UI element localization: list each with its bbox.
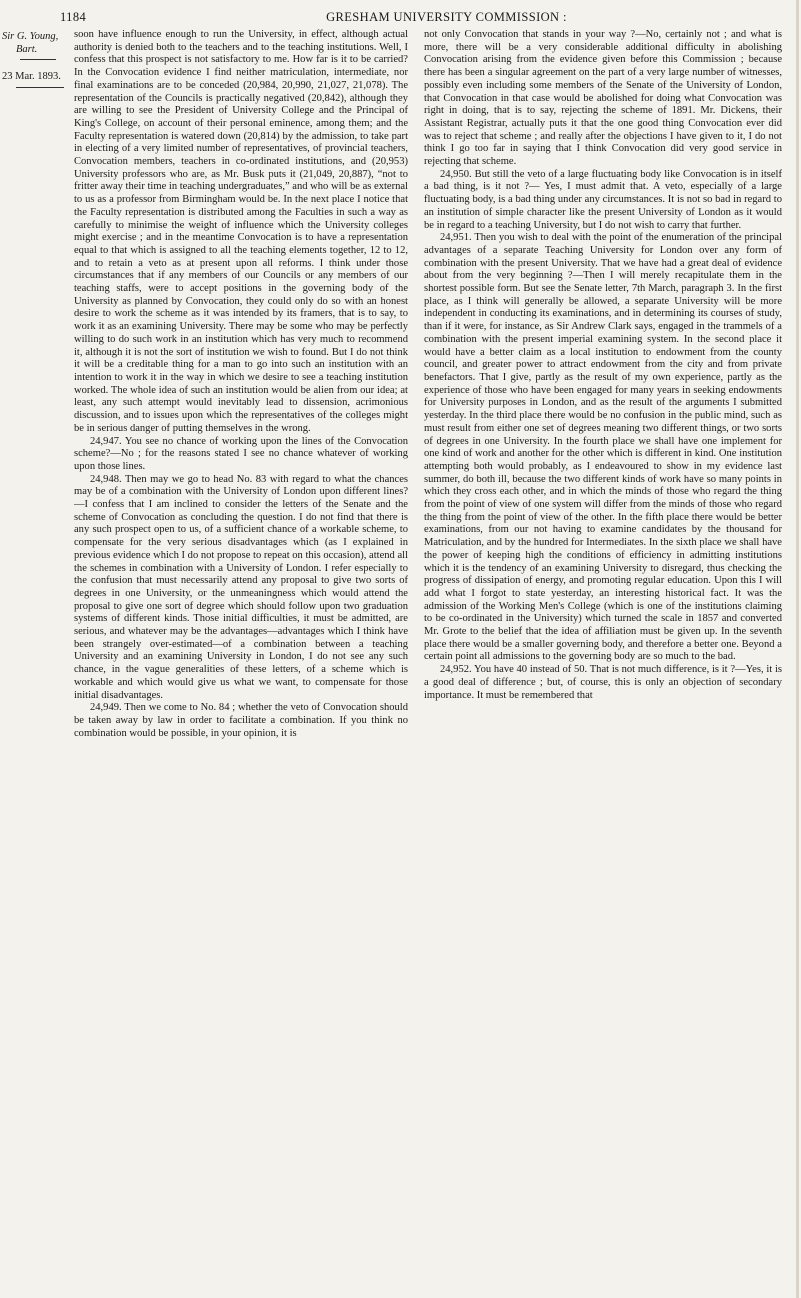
paragraph: 24,948. Then may we go to head No. 83 with regard to what the chances may be of a combination with the University of London upon different lines? —I confess that I am inclined to consider the letters of the Senate and the scheme of Convocation as concluding the question. I do not find that there is any such prospect open to us, of a sufficient chance of a workable scheme, to compensate for the very serious disadvantages which (as I explained in previous evidence which I do not propose to repeat on this occasion), attend all the schemes in combination with a University of London. I refer especially to the confusion that must necessarily attend any proposal to give two sorts of degrees in one University, or the unmeaningness which would attend the proposal to give one sort of degree which should follow upon two graduation systems of different kinds. Those initial difficulties, it must be admitted, are serious, and whatever may be the advantages—advantages which I think have been strangely over-estimated—of a combination between a teaching University and an examining University in London, I do not see any such chance, in the vague generalities of these letters, of a scheme which is workable and which would give us what we want, to compensate for those initial disadvantages. (74, 473, 408, 701)
paragraph: soon have influence enough to run the University, in effect, although actual authority is denied both to the teachers and to the teaching institutions. Well, I confess that this prospect is not satisfactory to me. How far is it to be carried? In the Convocation evidence I find neither matriculation, intermediate, nor final examinations are to be conceded (20,984, 20,990, 21,027, 21,078). The representation of the Councils is practically negatived (20,842), although they are willing to see the President of University College and the Principal of King's College, on account of their personal eminence, among them; and the Faculty representation is watered down (20,814) by the admission, to take part in electing of a very limited number of representatives, of provincial teachers, Convocation members, teachers in co-ordinated institutions, and (20,953) University professors who are, as Mr. Busk puts it (21,049, 20,887), “not to fritter away their time in teaching undergraduates,” and who will be as external to us as a professor from Birmingham would be. In the next place I notice that the Faculty representation is distributed among the Faculties in such a way as carefully to minimise the weight of influence which the University colleges might exercise ; and in the meantime Convocation is to have a representation equal to that which is assigned to all the teaching elements together, 12 to 12, and to retain a veto as at present upon all reforms. I think under those circumstances that if any members of our Councils or any members of our teaching staffs, were to accept positions in the governing body of the University as planned by Convocation, they could only do so with an honest desire to work the scheme as it was intended by its framers, that is to say, to work it as an examining University. There may be some who may be perfectly willing to do such work in an institution which has very much to recommend it, although it is not the sort of institution we wish to found. But I do not think it will be a creditable thing for a man to go into such an institution with an intention to work it in the way in which we desire to see a teaching institution worked. The whole idea of such an institution would be alien from our idea; at least, any such attempt would inevitably lead to dissension, acrimonious discussion, and to issues upon which the representatives of the colleges might be in serious danger of putting themselves in the wrong. (74, 29, 408, 434)
paragraph: not only Convocation that stands in your way ?—No, certainly not ; and what is more, there will be a very considerable additional difficulty in abolishing Convocation arising from the evidence given before this Commission ; because there has been a singular agreement on the part of a very large number of witnesses, possibly even including some members of the Senate of the University of London, that Convocation in that case would be abolished for doing what Convocation was right in doing, that is to say, rejecting the scheme of 1891. Mr. Dickens, their Assistant Registrar, actually puts it that the one good thing Convocation ever did was to reject that scheme ; and really after the objections I have given to it, I do not think I go too far in saying that I think Convocation did very good service in rejecting that scheme. (424, 29, 782, 168)
page-edge (796, 0, 799, 1298)
paragraph: 24,947. You see no chance of working upon the lines of the Convocation scheme?—No ; for the reasons stated I see no chance whatever of working upon those lines. (74, 435, 408, 472)
paragraph: 24,952. You have 40 instead of 50. That is not much difference, is it ?—Yes, it is a good deal of difference ; but, of course, this is only an objection of secondary importance. It must be remembered that (424, 664, 782, 701)
witness-title: Bart. (16, 44, 38, 55)
right-column (424, 29, 782, 1290)
running-title: GRESHAM UNIVERSITY COMMISSION : (326, 10, 567, 24)
paragraph: 24,951. Then you wish to deal with the point of the enumeration of the principal advantages of a separate Teaching University for London over any form of combination with the present University. That we have had a great deal of evidence about from the very beginning ?—Then I will merely recapitulate them in the shortest possible form. But see the Senate letter, 7th March, paragraph 3. In the first place, as I think will generally be allowed, a separate University will be more independent in conducting its examinations, and in determining its courses of study, than if it were, for instance, as Sir Andrew Clark says, engaged in the trammels of a combination with the present imperial examining system. In the second place it would have a better claim as a local institution to endowment from the county council, and greater power to attract endowment from the city and from private benefactors. That I give, partly as the result of my own experience, partly as the experience of those who have been engaged for many years in seeking endowments for University purposes in London, and as the result of the arguments I submitted yesterday. In the third place there would be no confusion in the public mind, such as must result from either one set of degrees meaning two different things, or two sorts of degrees in one University. In the fourth place we shall have one implement for one kind of work and another for the other which is different in kind. One institution attempting both would probably, as I endeavoured to show in my evidence last summer, do both ill, because the two different kinds of work have so many points in which they cross each other, and in which the minds of those who regard the thing from the point of view of one system will differ from the minds of those who regard the thing from the point of view of the other. In the fifth place there would be better examinations, from our not having to examine candidates by the thousand for Matriculation, and by the hundred for Intermediates. In the sixth place we shall have the power of keeping high the conditions of efficiency in admitting institutions which it is the tendency of an examining University to disregard, thus checking the progress of dissipation of energy, and promoting regular education. Upon this I will add what I forgot to state yesterday, an interesting historical fact. It was the admission of the Working Men's College (which is one of the institutions claiming to be co-ordinated in the University) which turned the scale in 1857 and converted Mr. Grote to the belief that the idea of affiliation must be given up. In the seventh place there would be a smaller governing body, and therefore a better one. Beyond a certain point all admissions to the governing body are so much to the bad. (424, 232, 782, 663)
margin-rule (16, 87, 64, 88)
left-column (74, 29, 408, 1290)
paragraph: 24,950. But still the veto of a large fluctuating body like Convocation is in itself a bad thing, is it not ?— Yes, I must admit that. A veto, especially of a large fluctuating body, is a bad thing under any circumstances. It is not so bad in regard to an institution of simple character like the present University of London as it would be in regard to a teaching University, but I do not wish to carry that further. (424, 168, 782, 231)
paragraph: 24,949. Then we come to No. 84 ; whether the veto of Convocation should be taken away by law in order to facilitate a combination. If you think no combination would be possible, in your opinion, it is (74, 702, 408, 739)
margin-note (2, 30, 74, 88)
witness-name: Sir G. Young, (2, 31, 59, 42)
evidence-date: 23 Mar. 1893. (2, 71, 61, 82)
margin-rule (20, 59, 56, 60)
page-number: 1184 (60, 10, 87, 24)
page-header (60, 4, 793, 26)
